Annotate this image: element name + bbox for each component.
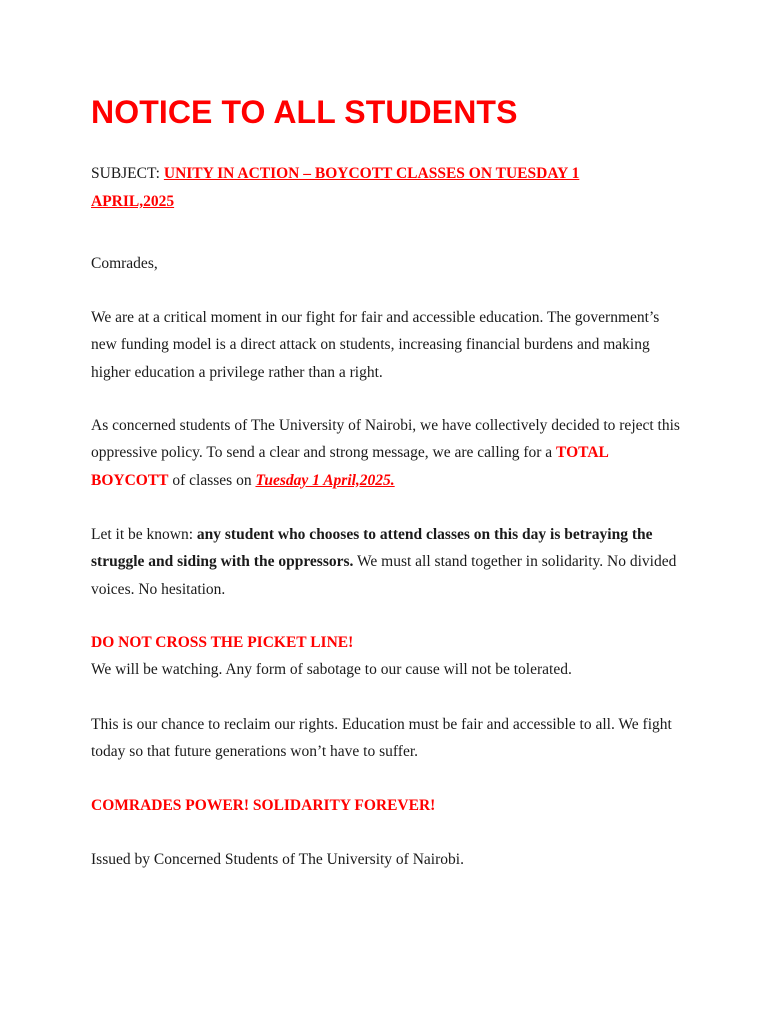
picket-line-text: We will be watching. Any form of sabotage to our cause will not be tolerated.	[91, 661, 572, 679]
boycott-date: Tuesday 1 April,2025.	[255, 471, 395, 489]
paragraph-reclaim-rights: This is our chance to reclaim our rights. Education must be fair and accessible to all. We fight today so that future generations won’t have to suffer.	[91, 716, 672, 761]
subject-label: SUBJECT:	[91, 165, 164, 182]
notice-title: NOTICE TO ALL STUDENTS	[91, 94, 518, 130]
let-it-be-known-lead: Let it be known:	[91, 526, 197, 543]
paragraph-let-it-be-known	[91, 521, 683, 603]
paragraph-funding-model: We are at a critical moment in our fight for fair and accessible education. The government’s new funding model is a direct attack on students, increasing financial burdens and making higher education a privilege rather than a right.	[91, 309, 660, 381]
boycott-call-text: As concerned students of The University of Nairobi, we have collectively decided to reject this oppressive policy. To send a clear and strong message, we are calling for a	[91, 417, 680, 462]
solidarity-tail: We must all stand together in solidarity. No divided voices. No hesitation.	[91, 553, 677, 598]
salutation: Comrades,	[91, 255, 158, 272]
slogan: COMRADES POWER! SOLIDARITY FOREVER!	[91, 797, 436, 814]
picket-line-section	[91, 629, 683, 684]
total-boycott-emphasis: TOTAL BOYCOTT	[91, 444, 609, 489]
subject-value: UNITY IN ACTION – BOYCOTT CLASSES ON TUESDAY 1 APRIL,2025	[91, 165, 580, 210]
subject-line	[91, 160, 611, 216]
boycott-call-middle: of classes on	[168, 471, 256, 489]
betrayal-warning-bold: any student who chooses to attend classes on this day is betraying the struggle and siding with the oppressors.	[91, 526, 653, 571]
paragraph-boycott-call	[91, 412, 683, 494]
picket-line-heading: DO NOT CROSS THE PICKET LINE!	[91, 634, 354, 651]
signature: Issued by Concerned Students of The University of Nairobi.	[91, 851, 464, 868]
